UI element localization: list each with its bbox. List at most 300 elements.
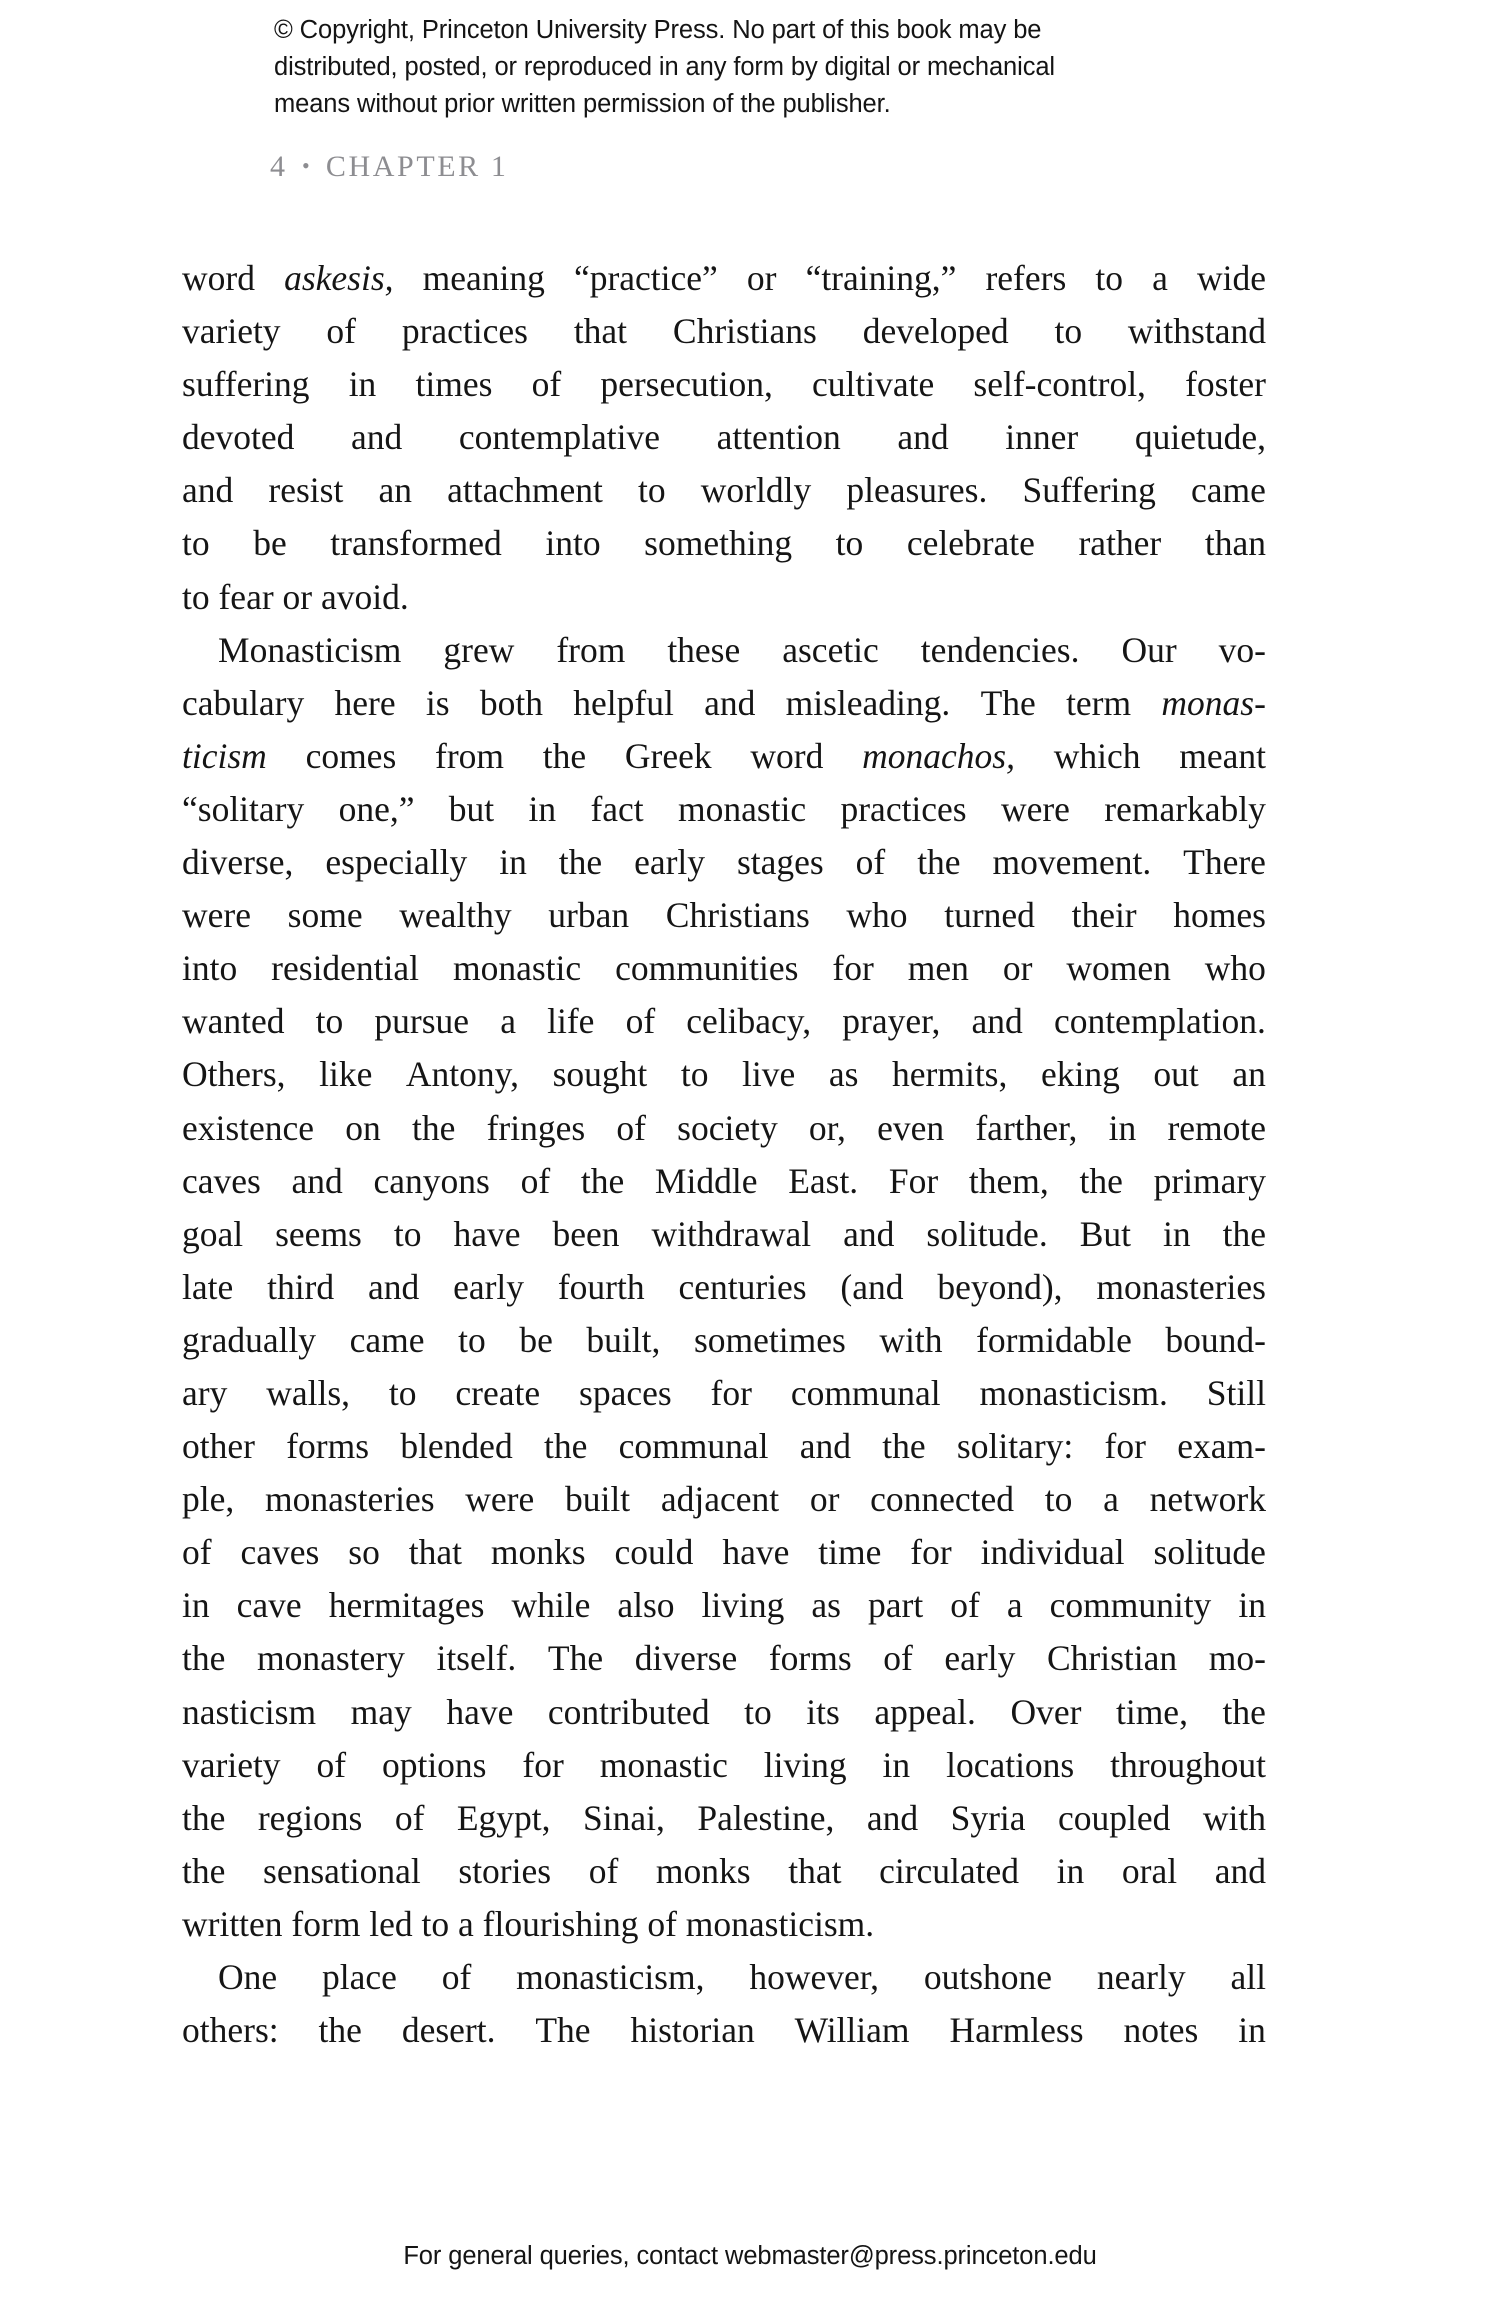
- word: The: [980, 682, 1036, 723]
- word: variety: [182, 311, 281, 352]
- word: coupled: [1058, 1797, 1171, 1838]
- word: or: [746, 258, 777, 298]
- word: turned: [944, 895, 1035, 936]
- word: monastic: [677, 788, 807, 829]
- word: communities: [615, 948, 799, 989]
- word: formidable: [976, 1319, 1132, 1360]
- word: ple,: [182, 1479, 235, 1520]
- word: the: [882, 1426, 926, 1467]
- footer-queries-line: For general queries, contact webmaster@press.princeton.edu: [403, 2242, 1097, 2270]
- word: came: [349, 1319, 425, 1360]
- word: for: [1104, 1426, 1146, 1467]
- word: monks: [655, 1850, 751, 1891]
- word: times: [415, 364, 493, 405]
- word: Egypt,: [456, 1797, 551, 1838]
- word: and: [367, 1266, 420, 1307]
- word: community: [1049, 1585, 1212, 1626]
- word: and: [182, 470, 234, 511]
- word: monasteries: [1096, 1266, 1266, 1307]
- word: wealthy: [399, 895, 512, 936]
- word: and: [897, 417, 949, 458]
- text-line: [182, 836, 1266, 889]
- word: nearly: [1096, 1957, 1186, 1997]
- word: of: [531, 364, 562, 405]
- word: movement.: [992, 842, 1152, 883]
- word: beyond),: [937, 1266, 1063, 1307]
- running-head: [270, 148, 509, 185]
- word: homes: [1173, 895, 1266, 936]
- word: Christian: [1046, 1638, 1178, 1679]
- text-line: [182, 464, 1266, 517]
- text-line: [182, 1420, 1266, 1473]
- word: and: [843, 1213, 895, 1254]
- word: for: [832, 948, 874, 989]
- word: the: [1222, 1213, 1266, 1254]
- word: outshone: [923, 1957, 1053, 1997]
- word: of: [441, 1957, 472, 1997]
- word: bound-: [1165, 1319, 1266, 1360]
- word: life: [547, 1001, 595, 1042]
- word: part: [868, 1585, 924, 1626]
- word: developed: [862, 311, 1009, 352]
- word: from: [435, 735, 505, 776]
- word: other: [182, 1426, 255, 1467]
- word: remarkably: [1104, 788, 1266, 829]
- word: fourth: [557, 1266, 645, 1307]
- text-line: [182, 1367, 1266, 1420]
- word: the: [182, 1638, 226, 1679]
- word: primary: [1153, 1160, 1266, 1201]
- word: the: [543, 1426, 588, 1467]
- word: came: [1191, 470, 1266, 511]
- word: of: [625, 1001, 656, 1042]
- word: into: [182, 948, 238, 989]
- word: stories: [458, 1850, 552, 1891]
- word: contributed: [547, 1691, 710, 1732]
- word: gradually: [182, 1319, 317, 1360]
- word: were: [465, 1479, 535, 1520]
- word: in: [1108, 1107, 1137, 1148]
- word: historian: [630, 2010, 755, 2051]
- text-line: [182, 730, 1266, 783]
- word: East.: [788, 1160, 859, 1201]
- word: sometimes: [693, 1319, 846, 1360]
- word: the: [1079, 1160, 1123, 1201]
- word: Our: [1121, 629, 1177, 670]
- word: time: [818, 1532, 882, 1573]
- word: monastery: [256, 1638, 405, 1679]
- word: appeal.: [874, 1691, 976, 1732]
- word: to: [680, 1054, 709, 1095]
- word: here: [334, 682, 396, 723]
- word: “solitary: [182, 788, 305, 829]
- text-line: [182, 571, 1266, 624]
- text-line: [182, 942, 1266, 995]
- word: remote: [1167, 1107, 1266, 1148]
- word: existence: [182, 1107, 315, 1148]
- word: live: [742, 1054, 796, 1095]
- word: something: [644, 523, 793, 564]
- word: Christians: [672, 311, 817, 352]
- word: create: [455, 1372, 541, 1413]
- word: options: [381, 1744, 487, 1785]
- word: like: [319, 1054, 373, 1095]
- word: canyons: [373, 1160, 490, 1201]
- word: early: [453, 1266, 525, 1307]
- word: Others,: [182, 1054, 286, 1095]
- word: diverse,: [182, 842, 294, 883]
- word: an: [1232, 1054, 1266, 1095]
- word: to: [182, 523, 210, 564]
- word: in: [1238, 1585, 1266, 1626]
- word: place: [322, 1957, 397, 1997]
- text-line: [182, 1526, 1266, 1579]
- word: an: [378, 470, 412, 511]
- word: be: [253, 523, 287, 564]
- word: eking: [1040, 1054, 1120, 1095]
- word: been: [552, 1213, 620, 1254]
- word: communal: [618, 1426, 769, 1467]
- word: withstand: [1127, 311, 1266, 352]
- word: others:: [182, 2010, 279, 2051]
- word: quietude,: [1134, 417, 1266, 458]
- word: inner: [1005, 417, 1079, 458]
- word: in: [1056, 1850, 1085, 1891]
- word: and: [1214, 1850, 1266, 1891]
- word: monasticism.: [979, 1372, 1168, 1413]
- word: locations: [946, 1744, 1075, 1785]
- word: nasticism: [182, 1691, 317, 1732]
- word: and: [971, 1001, 1023, 1042]
- word: and: [866, 1797, 919, 1838]
- text-line: [182, 1102, 1266, 1155]
- text-line: [182, 1792, 1266, 1845]
- word: to: [315, 1001, 344, 1042]
- word: to: [388, 1372, 417, 1413]
- word: forms: [768, 1638, 852, 1679]
- text-line: [182, 1473, 1266, 1526]
- word: forms: [286, 1426, 370, 1467]
- word: to: [458, 1319, 486, 1360]
- italic-term: askesis,: [284, 258, 394, 298]
- word: goal: [182, 1213, 244, 1254]
- word: in: [348, 364, 377, 405]
- word: than: [1204, 523, 1266, 564]
- word: Sinai,: [583, 1797, 665, 1838]
- word: the: [411, 1107, 456, 1148]
- word: as: [811, 1585, 841, 1626]
- word: in: [528, 788, 557, 829]
- word: to: [1095, 258, 1123, 298]
- word: of: [855, 842, 886, 883]
- word: these: [667, 629, 741, 670]
- text-line: [182, 783, 1266, 836]
- word: or: [1002, 948, 1033, 989]
- word: worldly: [700, 470, 812, 511]
- word: to: [638, 470, 666, 511]
- word: Still: [1206, 1372, 1266, 1413]
- word: but: [448, 788, 495, 829]
- word: itself.: [436, 1638, 517, 1679]
- word: who: [846, 895, 908, 936]
- word: of: [950, 1585, 980, 1626]
- word: solitary:: [956, 1426, 1074, 1467]
- word: grew: [443, 629, 515, 670]
- word: the: [580, 1160, 625, 1201]
- word: a: [1152, 258, 1168, 298]
- word: term: [1066, 682, 1132, 723]
- word: time,: [1115, 1691, 1188, 1732]
- word: seems: [275, 1213, 362, 1254]
- word: adjacent: [660, 1479, 780, 1520]
- word: that: [788, 1850, 842, 1891]
- word: urban: [548, 895, 630, 936]
- text-line: [182, 995, 1266, 1048]
- word: living: [701, 1585, 785, 1626]
- word: Antony,: [405, 1054, 519, 1095]
- word: stages: [736, 842, 824, 883]
- word: But: [1079, 1213, 1131, 1254]
- text-line: [182, 889, 1266, 942]
- word: Middle: [654, 1160, 758, 1201]
- text-line: [182, 1155, 1266, 1208]
- word: of: [182, 1532, 212, 1573]
- word: to: [1044, 1479, 1073, 1520]
- word: Greek: [624, 735, 712, 776]
- word: Syria: [950, 1797, 1026, 1838]
- word: be: [519, 1319, 553, 1360]
- word: early: [634, 842, 706, 883]
- word: monasteries: [264, 1479, 435, 1520]
- word: the: [558, 842, 603, 883]
- word: one,”: [338, 788, 415, 829]
- word: practices: [840, 788, 967, 829]
- word: of: [616, 1107, 646, 1148]
- word: diverse: [634, 1638, 738, 1679]
- word: the: [182, 1797, 226, 1838]
- word: from: [556, 629, 626, 670]
- copyright-line-2: distributed, posted, or reproduced in any form by digital or mechanical: [274, 53, 1055, 81]
- word: oral: [1121, 1850, 1178, 1891]
- word: however,: [749, 1957, 880, 1997]
- word: Suffering: [1022, 470, 1156, 511]
- word: cave: [236, 1585, 302, 1626]
- word: withdrawal: [651, 1213, 812, 1254]
- word: walls,: [266, 1372, 351, 1413]
- word: of: [394, 1797, 425, 1838]
- word: as: [828, 1054, 859, 1095]
- italic-term: monas-: [1161, 682, 1266, 723]
- word: celibacy,: [686, 1001, 812, 1042]
- copyright-notice: [274, 12, 1224, 123]
- text-line: [182, 1845, 1266, 1898]
- word: all: [1230, 1957, 1266, 1997]
- word: Harmless: [949, 2010, 1084, 2051]
- body-text-column: [182, 252, 1266, 2057]
- word: of: [326, 311, 356, 352]
- word: monasticism,: [516, 1957, 705, 1997]
- word: a: [500, 1001, 516, 1042]
- word: connected: [870, 1479, 1015, 1520]
- copyright-line-1: © Copyright, Princeton University Press. No part of this book may be: [274, 16, 1042, 44]
- word: William: [794, 2010, 910, 2051]
- copyright-line-3: means without prior written permission of the publisher.: [274, 90, 891, 118]
- word: of: [588, 1850, 619, 1891]
- word: desert.: [401, 2010, 496, 2051]
- text-line: [182, 1579, 1266, 1632]
- word: mo-: [1208, 1638, 1266, 1679]
- word: ary: [182, 1372, 228, 1413]
- word: to: [393, 1213, 422, 1254]
- word: pleasures.: [846, 470, 988, 511]
- word: some: [287, 895, 363, 936]
- word: and: [351, 417, 403, 458]
- word: solitude: [1153, 1532, 1266, 1573]
- word: them,: [968, 1160, 1049, 1201]
- text-line: [182, 1739, 1266, 1792]
- word: suffering: [182, 364, 310, 405]
- word: blended: [400, 1426, 513, 1467]
- word: communal: [790, 1372, 941, 1413]
- word: self-control,: [973, 364, 1146, 405]
- word: comes: [305, 735, 397, 776]
- word: meaning: [422, 258, 545, 298]
- word: were: [1000, 788, 1070, 829]
- text-line: [182, 1898, 1266, 1951]
- word: For: [888, 1160, 939, 1201]
- word: in: [182, 1585, 210, 1626]
- word: monastic: [452, 948, 582, 989]
- text-line: [182, 1951, 1266, 2004]
- word: hermits,: [892, 1054, 1008, 1095]
- page-folio-number: 4: [270, 150, 286, 183]
- text-line: [182, 517, 1266, 570]
- word: a: [1103, 1479, 1119, 1520]
- word: spaces: [579, 1372, 672, 1413]
- text-line: [182, 358, 1266, 411]
- word: cultivate: [812, 364, 935, 405]
- text-line: [182, 2004, 1266, 2057]
- word: prayer,: [842, 1001, 941, 1042]
- word: foster: [1185, 364, 1266, 405]
- word: There: [1183, 842, 1266, 883]
- word: men: [907, 948, 969, 989]
- word: resist: [268, 470, 344, 511]
- word: the: [182, 1850, 226, 1891]
- word: Over: [1010, 1691, 1082, 1732]
- word: built,: [586, 1319, 661, 1360]
- text-line: [182, 1208, 1266, 1261]
- word: who: [1204, 948, 1266, 989]
- word: while: [511, 1585, 591, 1626]
- text-line: [182, 677, 1266, 730]
- word: variety: [182, 1744, 281, 1785]
- word: so: [348, 1532, 380, 1573]
- word: could: [614, 1532, 694, 1573]
- word: into: [545, 523, 601, 564]
- word: “practice”: [573, 258, 718, 298]
- word: to: [835, 523, 864, 564]
- word: word: [750, 735, 824, 776]
- word: tendencies.: [920, 629, 1080, 670]
- text-line: [182, 411, 1266, 464]
- text-line: [182, 252, 1266, 305]
- word: Christians: [665, 895, 810, 936]
- word: and: [291, 1160, 343, 1201]
- word: also: [617, 1585, 675, 1626]
- word: ascetic: [782, 629, 879, 670]
- word: vo-: [1218, 629, 1266, 670]
- word: cabulary: [182, 682, 305, 723]
- word: fact: [590, 788, 644, 829]
- word: wanted: [182, 1001, 285, 1042]
- word: farther,: [975, 1107, 1078, 1148]
- word: persecution,: [600, 364, 773, 405]
- text-line: [182, 1686, 1266, 1739]
- word: contemplation.: [1053, 1001, 1266, 1042]
- word: refers: [985, 258, 1067, 298]
- word: have: [453, 1213, 521, 1254]
- word: written form led to a flourishing of monasticism.: [182, 1903, 875, 1944]
- word: late: [182, 1266, 234, 1307]
- word: word: [182, 258, 255, 298]
- word: sought: [552, 1054, 648, 1095]
- text-line: [182, 1261, 1266, 1314]
- word: attention: [716, 417, 841, 458]
- word: and: [704, 682, 756, 723]
- word: attachment: [447, 470, 603, 511]
- word: for: [710, 1372, 752, 1413]
- word: even: [877, 1107, 945, 1148]
- word: have: [722, 1532, 790, 1573]
- word: in: [1238, 2010, 1266, 2051]
- word: caves: [240, 1532, 320, 1573]
- word: to fear or avoid.: [182, 576, 409, 617]
- word: The: [535, 2010, 591, 2051]
- word: out: [1153, 1054, 1199, 1095]
- word: early: [944, 1638, 1016, 1679]
- word: with: [1202, 1797, 1266, 1838]
- word: the: [917, 842, 961, 883]
- word: their: [1071, 895, 1137, 936]
- word: to: [1054, 311, 1083, 352]
- word: devoted: [182, 417, 295, 458]
- word: notes: [1123, 2010, 1199, 2051]
- word: throughout: [1110, 1744, 1266, 1785]
- word: built: [565, 1479, 631, 1520]
- word: contemplative: [458, 417, 660, 458]
- text-line: [182, 305, 1266, 358]
- word: monastic: [599, 1744, 728, 1785]
- word: is: [425, 682, 450, 723]
- word: or,: [808, 1107, 846, 1148]
- word: were: [182, 895, 251, 936]
- word: celebrate: [906, 523, 1035, 564]
- word: the: [318, 2010, 362, 2051]
- word: pursue: [374, 1001, 470, 1042]
- word: “training,”: [805, 258, 957, 298]
- word: and: [799, 1426, 851, 1467]
- word: misleading.: [785, 682, 951, 723]
- word: of: [883, 1638, 913, 1679]
- word: both: [479, 682, 543, 723]
- word: rather: [1078, 523, 1162, 564]
- word: have: [446, 1691, 514, 1732]
- word: in: [1162, 1213, 1191, 1254]
- text-line: [182, 1314, 1266, 1367]
- word: with: [879, 1319, 943, 1360]
- word: (and: [840, 1266, 904, 1307]
